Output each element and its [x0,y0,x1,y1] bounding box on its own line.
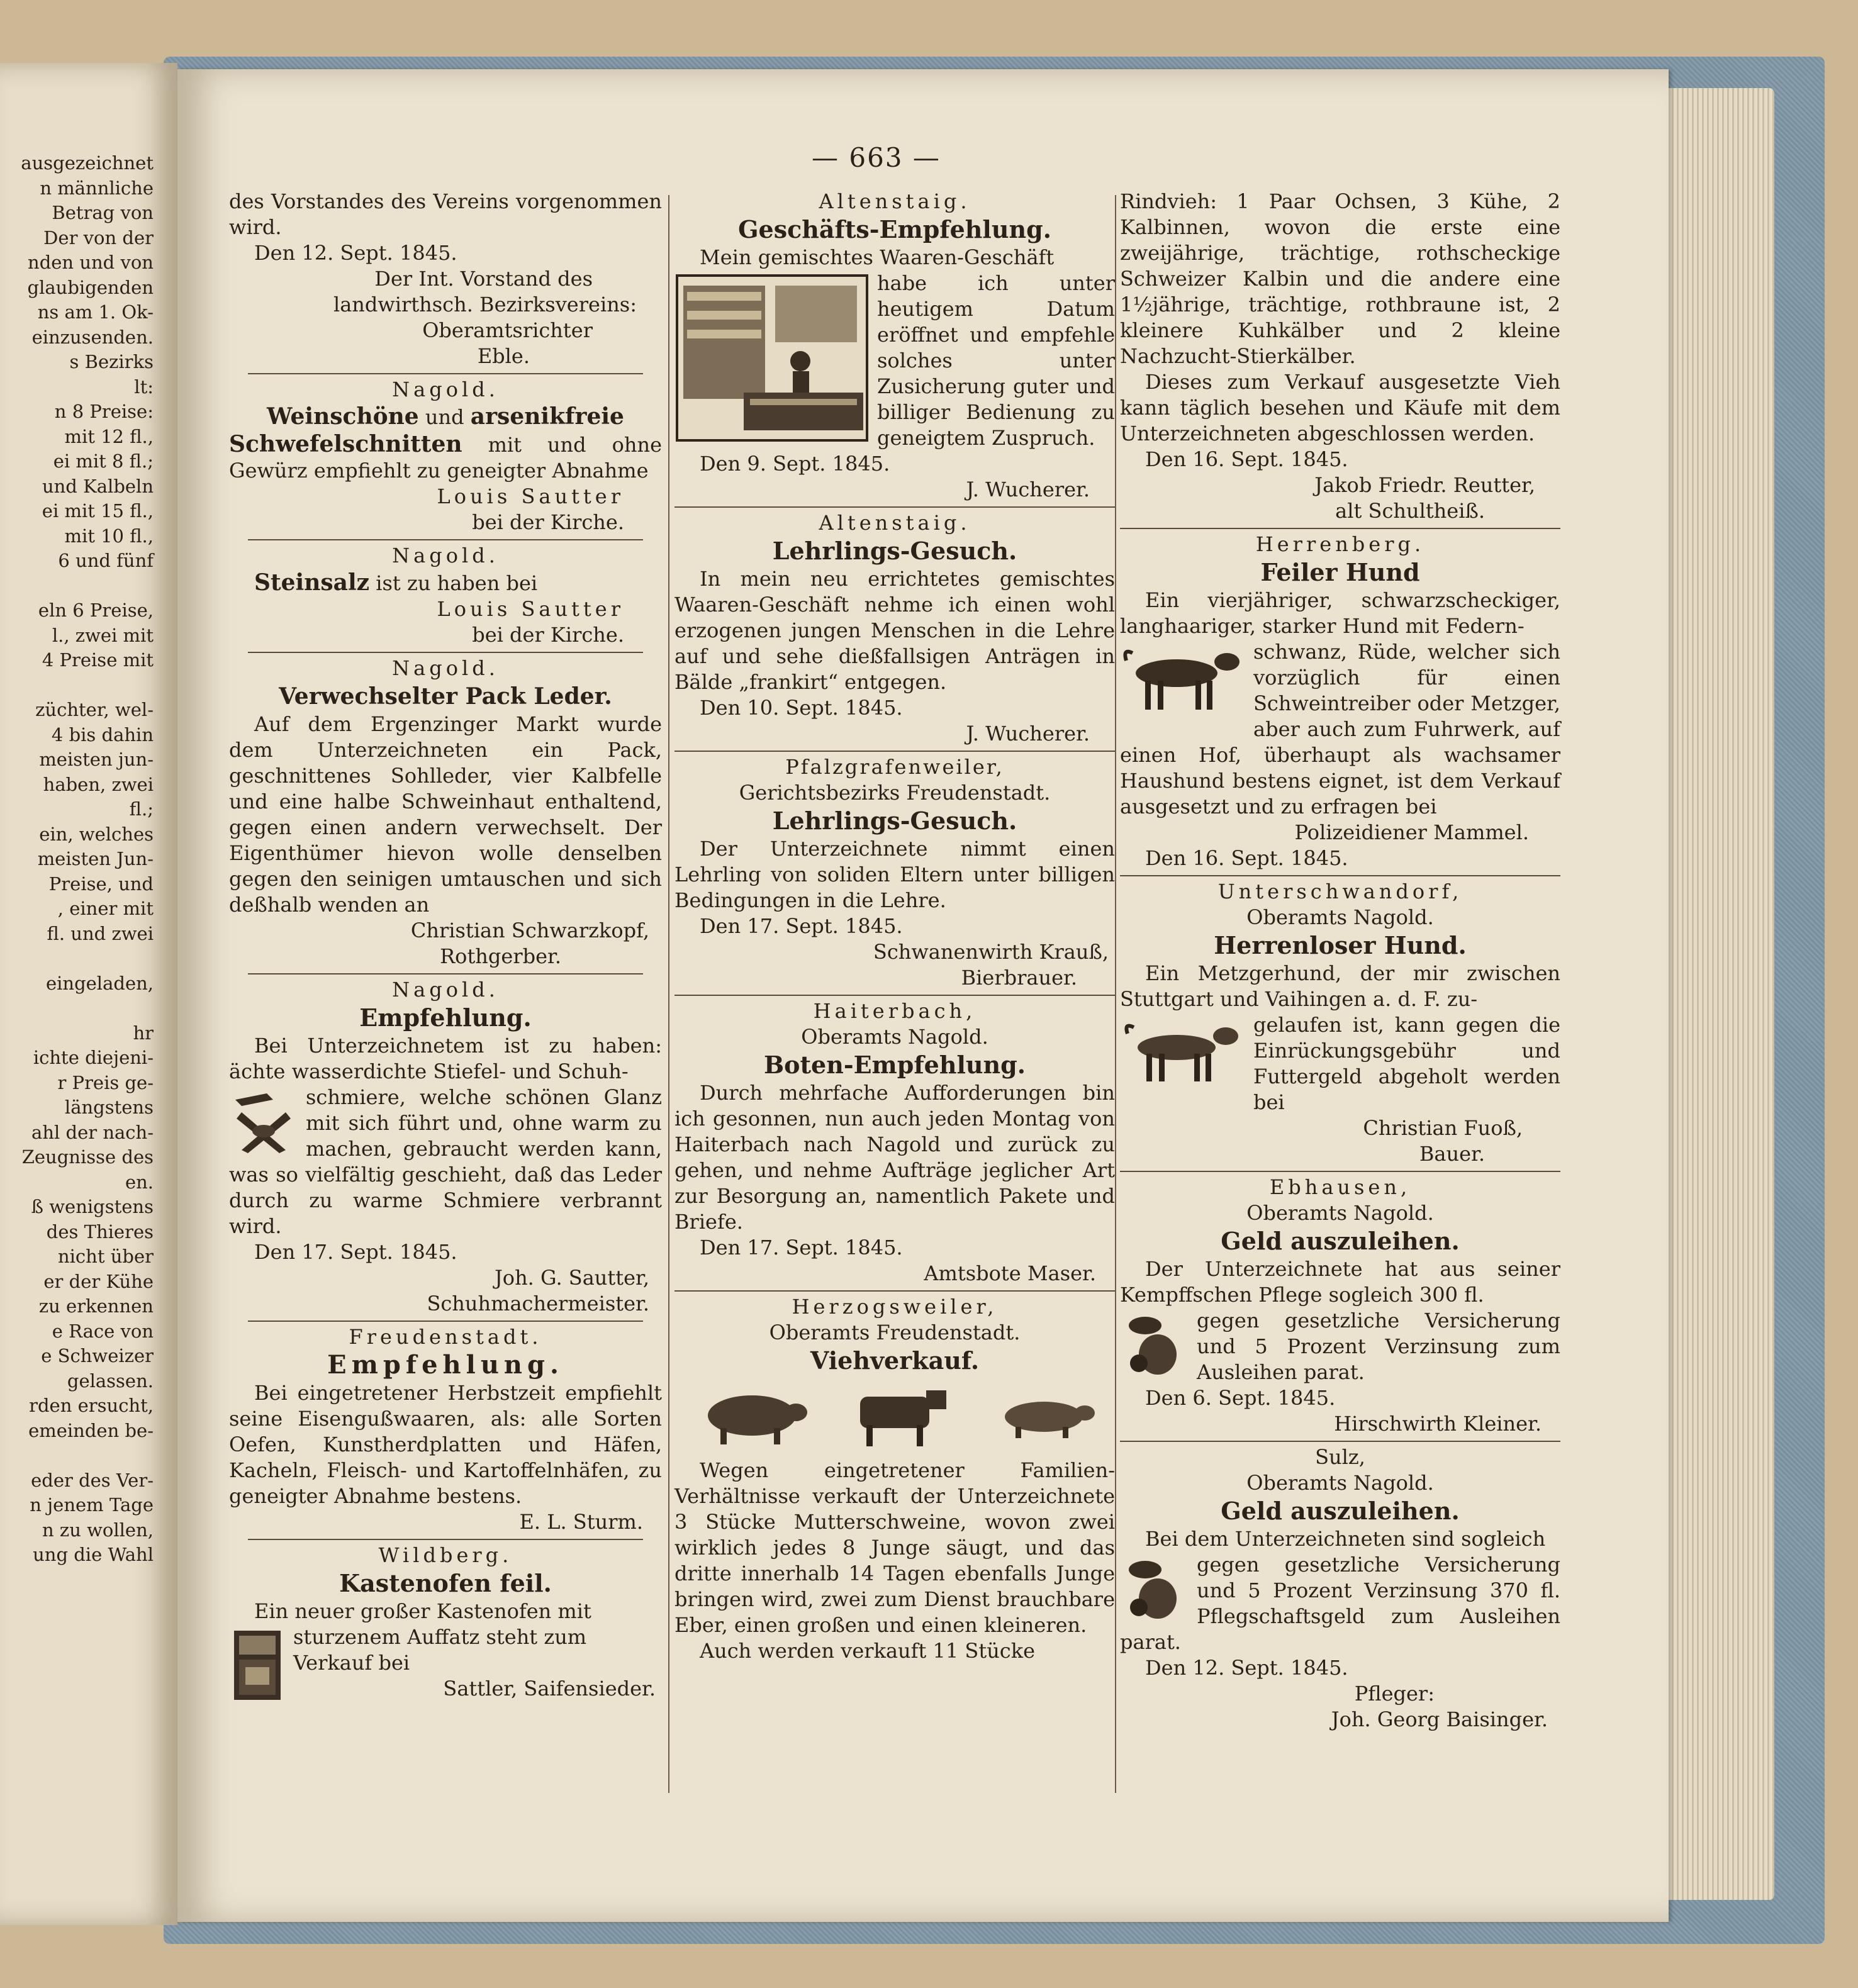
notice-place: Wildberg. [378,1543,513,1567]
notice-text: Ein neuer großer Kastenofen mit [254,1599,591,1623]
left-page-line [0,996,177,1021]
left-page-line: nicht über [57,1246,154,1267]
column-2 [674,189,1115,1664]
notice-title: arsenikfreie [470,403,624,430]
notice-text: Bei dem Unterzeichneten sind sogleich [1145,1527,1546,1551]
notice-signature: Polizeidiener Mammel. [1294,820,1529,844]
notice-place: Nagold. [392,377,499,401]
notice-signature: Hirschwirth Kleiner. [1334,1412,1542,1436]
notice-place: Unterschwandorf, [1217,880,1463,903]
left-page-line: r Preis ge- [57,1071,154,1093]
left-page-line: haben, zwei [43,773,154,795]
left-page-line: nden und von [28,252,154,273]
notice-place: Freudenstadt. [349,1325,542,1349]
notice-place: Ebhausen, [1269,1175,1411,1199]
shop-illustration [674,273,870,443]
left-page-line: 4 bis dahin [51,723,154,746]
notice-signature: bei der Kirche. [472,623,624,647]
divider [248,1321,643,1322]
notice-geld-sulz [1120,1444,1560,1733]
left-page-line: mit 10 fl., [64,525,154,547]
notice-subplace: Oberamts Freudenstadt. [769,1321,1021,1344]
notice-place: Nagold. [392,544,499,567]
left-page-line: eingeladen, [45,972,154,994]
notice-title: Geld auszuleihen. [1221,1227,1460,1255]
left-page-line [0,946,177,971]
notice-herrenloser-hund [1120,879,1560,1167]
left-page-line: meisten Jun- [37,848,154,869]
left-page-line: e Schweizer [41,1345,154,1366]
notice-vereins [229,189,662,369]
left-page-line: längstens [64,1097,154,1118]
notice-title-connector: und [425,405,464,429]
left-page-line: zu erkennen [38,1295,154,1317]
notice-date: Den 10. Sept. 1845. [700,696,903,720]
left-page-line: ichte diejeni- [33,1047,154,1068]
notice-place: Nagold. [392,656,499,680]
pig-illustration [692,1384,812,1447]
notice-boten [674,998,1115,1287]
cow-illustration [848,1381,954,1450]
left-page-line: des Thieres [46,1220,154,1242]
notice-text: gegen gesetzliche Versicherung und 5 Prozent Verzinsung zum Ausleihen parat. [1197,1309,1560,1384]
notice-steinsalz [229,543,662,648]
notice-signature: Sattler, Saifensieder. [443,1677,656,1700]
notice-signature: Der Int. Vorstand des [374,267,593,291]
notice-place: Nagold. [392,978,499,1002]
notice-title: Lehrlings-Gesuch. [772,537,1017,565]
notice-kastenofen [229,1543,662,1702]
left-page-line: 4 Preise mit [42,649,154,671]
left-page-line: hr [133,1022,154,1044]
notice-date: Den 12. Sept. 1845. [254,241,457,265]
left-page-line: Zeugnisse des [21,1146,154,1168]
boots-illustration [229,1087,298,1156]
left-page-line: gelassen. [67,1370,154,1392]
money-bag-illustration [1120,1310,1189,1380]
notice-lehrling-altenstaig [674,510,1115,747]
notice-text: des Vorstandes des Vereins vorgenommen wird. [229,189,662,239]
notice-signature: Joh. Georg Baisinger. [1331,1707,1548,1731]
left-page-line: Betrag von [52,202,154,223]
notice-text: Der Unterzeichnete hat aus seiner Kempffschen Pflege sogleich 300 fl. [1120,1257,1560,1307]
page-number: — 663 — [812,142,941,173]
notice-date: Den 16. Sept. 1845. [1145,846,1348,870]
notice-signature: landwirthsch. Bezirksvereins: [333,293,637,316]
left-page-line: Der von der [43,226,154,248]
notice-title: Steinsalz [254,569,370,596]
notice-date: Den 17. Sept. 1845. [700,1236,903,1259]
notice-date: Den 16. Sept. 1845. [1145,447,1348,471]
notice-signature: Eble. [477,344,530,368]
notice-signature: J. Wucherer. [966,722,1090,746]
notice-feiler-hund [1120,532,1560,871]
notice-text: Rindvieh: 1 Paar Ochsen, 3 Kühe, 2 Kalbinnen, wovon die erste eine zweijährige, trächtige, rothscheckige Schweizer Kalbin und die andere eine 1½jährige, trächtige, rothbraune ist, 2 kleinere Kuhkälber und 2 kleine Nachzucht-Stierkälber. [1120,189,1560,368]
left-page-line: ahl der nach- [31,1121,154,1143]
left-page-line: meisten jun- [39,749,154,770]
left-page-line: Preise, und [48,873,154,895]
divider [1120,1171,1560,1172]
notice-place: Sulz, [1315,1445,1365,1469]
left-page-line: züchter, wel- [35,699,154,720]
left-page-line: 6 und fünf [58,550,154,571]
notice-subplace: Oberamts Nagold. [1246,1471,1434,1495]
left-page-line: fl. und zwei [47,922,154,944]
notice-signature: Bierbrauer. [961,966,1077,990]
notice-place: Altenstaig. [819,511,971,535]
left-page-line: n jenem Tage [30,1494,154,1516]
notice-text: In mein neu errichtetes gemischtes Waaren-Geschäft nehme ich einen wohl erzogenen jungen Menschen in die Lehre auf und sehe dießfallsigen Anträgen in Bälde „frankirt“ entgegen. [674,567,1115,694]
notice-place: Herzogsweiler, [792,1295,998,1319]
notice-text: Bei Unterzeichnetem ist zu haben: ächte wasserdichte Stiefel- und Schuh- [229,1034,662,1083]
notice-title: Viehverkauf. [810,1346,980,1375]
notice-weinschoene [229,377,662,535]
left-page-line: rden ersucht, [29,1395,154,1416]
divider [674,751,1115,752]
left-page-line: ns am 1. Ok- [37,301,154,323]
left-page [0,63,177,1925]
notice-title: Empfehlung. [327,1350,564,1380]
left-page-line: emeinden be- [28,1419,154,1441]
notice-viehverkauf [674,1294,1115,1664]
dog-illustration [1120,1015,1246,1090]
notice-title: Geld auszuleihen. [1221,1497,1460,1525]
column-1 [229,189,662,1705]
left-page-line: n zu wollen, [42,1519,154,1541]
left-page-line [0,1443,177,1468]
notice-text: Ein Metzgerhund, der mir zwischen Stuttgart und Vaihingen a. d. F. zu- [1120,961,1560,1011]
notice-text: Auch werden verkauft 11 Stücke [700,1639,1036,1663]
stove-illustration [229,1627,286,1702]
notice-signature: Joh. G. Sautter, [494,1266,649,1290]
left-page-line: ung die Wahl [33,1544,154,1565]
notice-signature: Christian Fuoß, [1363,1116,1523,1140]
left-page-line: , einer mit [57,898,154,919]
divider [248,539,643,540]
notice-title: Lehrlings-Gesuch. [772,807,1017,835]
notice-text: gelaufen ist, kann gegen die Einrückungsgebühr und Futtergeld abgeholt werden bei [1253,1013,1560,1114]
notice-signature: E. L. Sturm. [519,1510,643,1534]
notice-subplace: Oberamts Nagold. [1246,905,1434,929]
left-page-line: s Bezirks [69,351,154,372]
notice-text: Der Unterzeichnete nimmt einen Lehrling von soliden Eltern unter billigen Bedingungen in die Lehre. [674,837,1115,912]
notice-subplace: Gerichtsbezirks Freudenstadt. [739,781,1051,805]
notice-signature: Pfleger: [1354,1682,1435,1706]
left-page-line: l., zwei mit [52,624,154,646]
notice-signature: Schwanenwirth Krauß, [873,940,1109,964]
divider [674,506,1115,508]
notice-signature: bei der Kirche. [472,510,624,534]
left-page-line: ausgezeichnet [21,152,154,174]
notice-signature: alt Schultheiß. [1335,499,1485,523]
notice-place: Pfalzgrafenweiler, [785,755,1004,779]
notice-date: Den 12. Sept. 1845. [1145,1656,1348,1680]
notice-signature: Christian Schwarzkopf, [410,919,649,942]
notice-title: Empfehlung. [359,1003,532,1032]
dog-illustration [1120,642,1246,717]
notice-title: Verwechselter Pack Leder. [279,683,612,710]
left-page-line: en. [125,1171,154,1193]
notice-signature: Amtsbote Maser. [924,1261,1096,1285]
left-page-line: mit 12 fl., [64,425,154,447]
boar-illustration [990,1390,1097,1441]
left-page-line: n männliche [40,177,154,199]
left-page-line: fl.; [129,798,154,820]
notice-geschaeft-wucherer [674,189,1115,503]
notice-signature: Louis Sautter [437,597,624,621]
notice-place: Herrenberg. [1255,532,1425,556]
left-page-line: glaubigenden [27,276,154,298]
notice-title: Kastenofen feil. [339,1569,552,1597]
notice-text: gegen gesetzliche Versicherung und 5 Prozent Verzinsung 370 fl. Pflegschaftsgeld zum Ausleihen parat. [1120,1553,1560,1654]
left-page-line: eder des Ver- [31,1469,154,1491]
livestock-illustrations [674,1381,1115,1450]
notice-text: schwanz, Rüde, welcher sich vorzüglich für einen Schweintreiber oder Metzger, aber auch zum Fuhrwerk, auf einen Hof, überhaupt als wachsamer Haushund bestens eignet, ist dem Verkauf ausgesetzt und zu erfragen bei [1120,640,1560,818]
column-rule [668,195,669,1793]
notice-signature: Louis Sautter [437,484,624,508]
notice-eisenguss [229,1324,662,1535]
left-page-line: ei mit 8 fl.; [53,450,154,472]
notice-date: Den 17. Sept. 1845. [700,914,903,938]
left-page-line: n 8 Preise: [54,401,154,422]
left-page-line: lt: [134,376,154,398]
notice-rindvieh [1120,189,1560,524]
divider [248,652,643,653]
left-page-line: einzusenden. [31,326,154,348]
notice-title: Schwefelschnitten [229,431,462,457]
notice-geld-ebhausen [1120,1175,1560,1437]
notice-pack-leder [229,656,662,969]
notice-date: Den 6. Sept. 1845. [1145,1386,1336,1410]
left-page-line: ein, welches [39,823,154,845]
divider [1120,528,1560,529]
notice-empfehlung-sautter [229,977,662,1317]
notice-date: Den 17. Sept. 1845. [254,1240,457,1264]
notice-text: Ein vierjähriger, schwarzscheckiger, langhaariger, starker Hund mit Federn- [1120,588,1560,638]
divider [674,1290,1115,1292]
notice-text: schmiere, welche schönen Glanz mit sich führt und, ohne warm zu machen, gebraucht werden kann, was so vielfältig geschieht, daß das Leder durch zu warme Schmiere verbrannt wird. [229,1085,662,1238]
notice-subplace: Oberamts Nagold. [801,1025,988,1049]
notice-text: Wegen eingetretener Familien-Verhältnisse verkauft der Unterzeichnete 3 Stücke Mutterschweine, wovon zwei wirklich jedes 8 Junge säugt, und das dritte innerhalb 14 Tagen ebenfalls Junge bringen wird, zwei zum Dienst brauchbare Eber, einen großen und einen kleineren. [674,1458,1115,1637]
notice-title: Herrenloser Hund. [1214,931,1467,959]
notice-place: Haiterbach, [813,999,977,1023]
notice-signature: Oberamtsrichter [422,318,593,342]
notice-signature: Jakob Friedr. Reutter, [1314,473,1535,497]
left-page-line: er der Kühe [43,1270,154,1292]
notice-title: Geschäfts-Empfehlung. [738,215,1051,243]
notice-text: Bei eingetretener Herbstzeit empfiehlt seine Eisengußwaaren, als: alle Sorten Oefen, Kunstherdplatten und Häfen, Kacheln, Fleisch- und Kartoffelnhäfen, zu geneigter Abnahme bestens. [229,1381,662,1508]
notice-signature: J. Wucherer. [966,477,1090,501]
notice-title: Weinschöne [267,403,419,430]
divider [248,973,643,974]
divider [248,1539,643,1540]
notice-text: ist zu haben bei [376,571,538,595]
column-rule [1115,195,1116,1793]
notice-text: Durch mehrfache Aufforderungen bin ich gesonnen, nun auch jeden Montag von Haiterbach nach Nagold und zurück zu gehen, und nehme Aufträge jeglicher Art zur Besorgung an, namentlich Pakete und Briefe. [674,1081,1115,1234]
column-3 [1120,189,1560,1733]
notice-text: habe ich unter heutigem Datum eröffnet und empfehle solches unter Zusicherung guter und billiger Bedienung zu geneigtem Zuspruch. [877,271,1115,450]
left-page-line [0,673,177,698]
notice-text: mit und ohne Gewürz empfiehlt zu geneigter Abnahme [229,433,663,483]
notice-title: Feiler Hund [1260,558,1420,586]
divider [1120,875,1560,876]
left-page-line: e Race von [52,1320,154,1342]
left-page-line [0,574,177,599]
left-page-line: und Kalbeln [42,475,154,497]
notice-title: Boten-Empfehlung. [764,1051,1026,1079]
divider [248,373,643,374]
notice-text: Dieses zum Verkauf ausgesetzte Vieh kann täglich besehen und Käufe mit dem Unterzeichneten abgeschlossen werden. [1120,370,1560,445]
notice-text: Mein gemischtes Waaren-Geschäft [700,245,1055,269]
left-page-text [0,151,177,1568]
notice-signature: Bauer. [1419,1142,1485,1166]
notice-lehrling-pfalzgrafenweiler [674,754,1115,991]
notice-text: Auf dem Ergenzinger Markt wurde dem Unterzeichneten ein Pack, geschnittenes Sohlleder, vier Kalbfelle und eine halbe Schweinhaut enthaltend, gegen einen andern verwechselt. Der Eigenthümer hievon wolle denselben gegen den seinigen umtauschen und sich deßhalb wenden an [229,712,662,917]
notice-subplace: Oberamts Nagold. [1246,1201,1434,1225]
notice-signature: Rothgerber. [440,944,561,968]
notice-date: Den 9. Sept. 1845. [700,452,890,476]
notice-place: Altenstaig. [819,189,971,213]
divider [674,995,1115,996]
left-page-line: ei mit 15 fl., [42,500,154,522]
notice-text: sturzenem Auffatz steht zum Verkauf bei [293,1625,587,1675]
money-bag-illustration [1120,1555,1189,1624]
left-page-line: eln 6 Preise, [38,600,154,621]
left-page-line: ß wenigstens [31,1196,154,1217]
notice-signature: Schuhmachermeister. [427,1292,649,1315]
divider [1120,1441,1560,1442]
